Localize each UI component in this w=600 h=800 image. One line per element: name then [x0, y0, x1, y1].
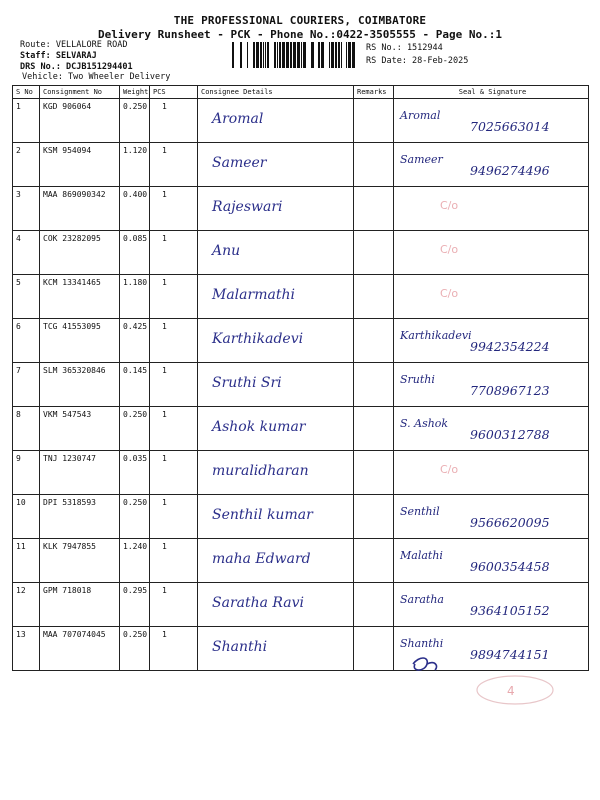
- faint-stamp-mark: C/o: [440, 463, 459, 476]
- drs-number: DRS No.: DCJB151294401: [20, 62, 133, 72]
- weight-cell: 1.180: [120, 275, 150, 319]
- table-row: [13, 407, 589, 451]
- weight-cell: 0.250: [120, 99, 150, 143]
- consignee-details-cell: [198, 539, 354, 583]
- table-row: [13, 231, 589, 275]
- consignment-number-cell: GPM 718018: [40, 583, 120, 627]
- remarks-cell: [354, 231, 394, 275]
- seal-signature-cell: [394, 583, 589, 627]
- consignee-details-cell: [198, 143, 354, 187]
- handwritten-consignee-name: Sameer: [212, 155, 267, 171]
- table-row: [13, 99, 589, 143]
- serial-number-cell: 11: [13, 539, 40, 583]
- handwritten-consignee-name: Malarmathi: [212, 287, 295, 303]
- signature-name: Malathi: [400, 549, 443, 562]
- consignee-details-cell: [198, 363, 354, 407]
- column-header: Remarks: [354, 86, 394, 99]
- weight-cell: 0.250: [120, 407, 150, 451]
- barcode-bar: [267, 42, 269, 68]
- column-header: Weight: [120, 86, 150, 99]
- serial-number-cell: 10: [13, 495, 40, 539]
- seal-signature-cell: [394, 539, 589, 583]
- consignee-details-cell: [198, 451, 354, 495]
- consignment-number-cell: TNJ 1230747: [40, 451, 120, 495]
- remarks-cell: [354, 187, 394, 231]
- signature-name: Sameer: [400, 153, 443, 166]
- barcode-bar: [282, 42, 285, 68]
- remarks-cell: [354, 319, 394, 363]
- consignment-number-cell: KLK 7947855: [40, 539, 120, 583]
- consignment-number-cell: KSM 954094: [40, 143, 120, 187]
- svg-text:4: 4: [507, 684, 515, 698]
- barcode-bar: [286, 42, 289, 68]
- seal-signature-cell: [394, 451, 589, 495]
- runsheet-table: [12, 85, 589, 671]
- barcode-bar: [346, 42, 347, 68]
- table-header-row: [13, 86, 589, 99]
- handwritten-consignee-name: Rajeswari: [212, 199, 283, 215]
- pcs-cell: 1: [150, 319, 198, 363]
- consignment-number-cell: MAA 869090342: [40, 187, 120, 231]
- handwritten-phone-number: 9942354224: [470, 339, 550, 354]
- handwritten-signature-mark: [405, 650, 555, 710]
- serial-number-cell: 8: [13, 407, 40, 451]
- table-row: [13, 143, 589, 187]
- barcode-bar: [260, 42, 262, 68]
- handwritten-signature: [398, 369, 598, 405]
- handwritten-phone-number: 9496274496: [470, 163, 550, 178]
- handwritten-consignee-name: Senthil kumar: [212, 507, 313, 523]
- runsheet-subtitle: Delivery Runsheet - PCK - Phone No.:0422-3505555 - Page No.:1: [98, 28, 502, 41]
- barcode-bar: [341, 42, 342, 68]
- remarks-cell: [354, 407, 394, 451]
- table-row: [13, 275, 589, 319]
- remarks-cell: [354, 627, 394, 671]
- barcode-bar: [256, 42, 259, 68]
- faint-stamp-mark: C/o: [440, 199, 459, 212]
- handwritten-signature: [398, 589, 598, 625]
- pcs-cell: 1: [150, 407, 198, 451]
- handwritten-signature: [398, 105, 598, 141]
- weight-cell: 0.250: [120, 495, 150, 539]
- barcode-bar: [253, 42, 255, 68]
- table-row: [13, 583, 589, 627]
- weight-cell: 0.085: [120, 231, 150, 275]
- consignment-number-cell: DPI 5318593: [40, 495, 120, 539]
- pcs-cell: 1: [150, 275, 198, 319]
- handwritten-signature: [398, 325, 598, 361]
- rs-date: RS Date: 28-Feb-2025: [366, 56, 469, 66]
- signature-name: S. Ashok: [400, 417, 449, 430]
- barcode-bar: [321, 42, 324, 68]
- seal-signature-cell: [394, 495, 589, 539]
- barcode-bar: [331, 42, 334, 68]
- remarks-cell: [354, 143, 394, 187]
- barcode-bar: [279, 42, 281, 68]
- pcs-cell: 1: [150, 187, 198, 231]
- seal-signature-cell: [394, 143, 589, 187]
- barcode-bar: [301, 42, 302, 68]
- column-header: PCS: [150, 86, 198, 99]
- column-header: Consignment No: [40, 86, 120, 99]
- pcs-cell: 1: [150, 99, 198, 143]
- seal-signature-cell: [394, 407, 589, 451]
- barcode-bar: [352, 42, 355, 68]
- barcode-bar: [290, 42, 292, 68]
- barcode-bar: [329, 42, 330, 68]
- seal-signature-cell: [394, 275, 589, 319]
- weight-cell: 0.145: [120, 363, 150, 407]
- seal-signature-cell: [394, 187, 589, 231]
- vehicle-label: Vehicle: Two Wheeler Delivery: [22, 72, 171, 82]
- handwritten-phone-number: 9600354458: [470, 559, 550, 574]
- serial-number-cell: 2: [13, 143, 40, 187]
- serial-number-cell: 9: [13, 451, 40, 495]
- weight-cell: 0.250: [120, 627, 150, 671]
- remarks-cell: [354, 363, 394, 407]
- seal-signature-cell: [394, 319, 589, 363]
- seal-signature-cell: [394, 99, 589, 143]
- consignment-number-cell: COK 23282095: [40, 231, 120, 275]
- handwritten-consignee-name: Anu: [212, 243, 241, 259]
- consignment-number-cell: KCM 13341465: [40, 275, 120, 319]
- barcode-bar: [335, 42, 337, 68]
- barcode-bar: [265, 42, 266, 68]
- barcode-bar: [247, 42, 248, 68]
- handwritten-consignee-name: Shanthi: [212, 639, 268, 655]
- handwritten-signature: [398, 501, 598, 537]
- consignment-number-cell: TCG 41553095: [40, 319, 120, 363]
- barcode-bar: [293, 42, 296, 68]
- barcode-bar: [240, 42, 242, 68]
- serial-number-cell: 7: [13, 363, 40, 407]
- consignee-details-cell: [198, 275, 354, 319]
- table-row: [13, 495, 589, 539]
- barcode-bar: [303, 42, 306, 68]
- document-title: THE PROFESSIONAL COURIERS, COIMBATORE: [173, 14, 427, 27]
- barcode-bar: [277, 42, 278, 68]
- consignment-number-cell: SLM 365320846: [40, 363, 120, 407]
- serial-number-cell: 3: [13, 187, 40, 231]
- remarks-cell: [354, 275, 394, 319]
- handwritten-consignee-name: muralidharan: [212, 463, 309, 479]
- pcs-cell: 1: [150, 583, 198, 627]
- faint-stamp-mark: C/o: [440, 243, 459, 256]
- weight-cell: 0.425: [120, 319, 150, 363]
- weight-cell: 1.120: [120, 143, 150, 187]
- signature-name: Senthil: [400, 505, 440, 518]
- table-row: [13, 187, 589, 231]
- pcs-cell: 1: [150, 451, 198, 495]
- signature-name: Sruthi: [400, 373, 435, 386]
- pcs-cell: 1: [150, 495, 198, 539]
- handwritten-consignee-name: Saratha Ravi: [212, 595, 305, 611]
- signature-name: Saratha: [400, 593, 444, 606]
- table-row: [13, 319, 589, 363]
- consignee-details-cell: [198, 187, 354, 231]
- handwritten-phone-number: 9364105152: [470, 603, 550, 618]
- consignee-details-cell: [198, 583, 354, 627]
- consignee-details-cell: [198, 627, 354, 671]
- barcode-bar: [348, 42, 351, 68]
- handwritten-signature: [398, 149, 598, 185]
- consignee-details-cell: [198, 99, 354, 143]
- seal-signature-cell: [394, 363, 589, 407]
- serial-number-cell: 12: [13, 583, 40, 627]
- barcode-image: [232, 42, 355, 68]
- weight-cell: 0.035: [120, 451, 150, 495]
- signature-name: Aromal: [400, 109, 441, 122]
- handwritten-phone-number: 7708967123: [470, 383, 550, 398]
- signature-name: Karthikadevi: [400, 329, 472, 342]
- barcode-bar: [297, 42, 300, 68]
- column-header: S No: [13, 86, 40, 99]
- pcs-cell: 1: [150, 627, 198, 671]
- consignment-number-cell: VKM 547543: [40, 407, 120, 451]
- handwritten-signature: [398, 413, 598, 449]
- handwritten-consignee-name: maha Edward: [212, 551, 311, 567]
- consignee-details-cell: [198, 407, 354, 451]
- remarks-cell: [354, 583, 394, 627]
- seal-signature-cell: [394, 231, 589, 275]
- staff-label: Staff: SELVARAJ: [20, 51, 97, 61]
- remarks-cell: [354, 495, 394, 539]
- barcode-bar: [338, 42, 340, 68]
- pcs-cell: 1: [150, 539, 198, 583]
- weight-cell: 0.295: [120, 583, 150, 627]
- consignment-number-cell: MAA 707074045: [40, 627, 120, 671]
- consignment-number-cell: KGD 906064: [40, 99, 120, 143]
- consignee-details-cell: [198, 319, 354, 363]
- handwritten-phone-number: 9894744151: [470, 647, 550, 662]
- handwritten-phone-number: 9566620095: [470, 515, 550, 530]
- column-header: Seal & Signature: [394, 86, 589, 99]
- consignee-details-cell: [198, 231, 354, 275]
- consignee-details-cell: [198, 495, 354, 539]
- route-label: Route: VELLALORE ROAD: [20, 40, 128, 50]
- serial-number-cell: 6: [13, 319, 40, 363]
- handwritten-phone-number: 7025663014: [470, 119, 550, 134]
- faint-stamp-mark: C/o: [440, 287, 459, 300]
- barcode-bar: [318, 42, 320, 68]
- remarks-cell: [354, 451, 394, 495]
- barcode-bar: [274, 42, 276, 68]
- handwritten-signature: [398, 545, 598, 581]
- pcs-cell: 1: [150, 363, 198, 407]
- handwritten-phone-number: 9600312788: [470, 427, 550, 442]
- remarks-cell: [354, 539, 394, 583]
- table-row: [13, 363, 589, 407]
- serial-number-cell: 5: [13, 275, 40, 319]
- barcode-bar: [232, 42, 234, 68]
- signature-name: Shanthi: [400, 637, 444, 650]
- weight-cell: 0.400: [120, 187, 150, 231]
- rs-number: RS No.: 1512944: [366, 43, 443, 53]
- barcode-bar: [311, 42, 314, 68]
- remarks-cell: [354, 99, 394, 143]
- handwritten-consignee-name: Karthikadevi: [212, 331, 304, 347]
- serial-number-cell: 13: [13, 627, 40, 671]
- serial-number-cell: 1: [13, 99, 40, 143]
- pcs-cell: 1: [150, 231, 198, 275]
- column-header: Consignee Details: [198, 86, 354, 99]
- barcode-bar: [263, 42, 264, 68]
- pcs-cell: 1: [150, 143, 198, 187]
- table-row: [13, 451, 589, 495]
- handwritten-consignee-name: Ashok kumar: [212, 419, 306, 435]
- serial-number-cell: 4: [13, 231, 40, 275]
- table-row: [13, 539, 589, 583]
- handwritten-consignee-name: Sruthi Sri: [212, 375, 282, 391]
- handwritten-consignee-name: Aromal: [212, 111, 264, 127]
- weight-cell: 1.240: [120, 539, 150, 583]
